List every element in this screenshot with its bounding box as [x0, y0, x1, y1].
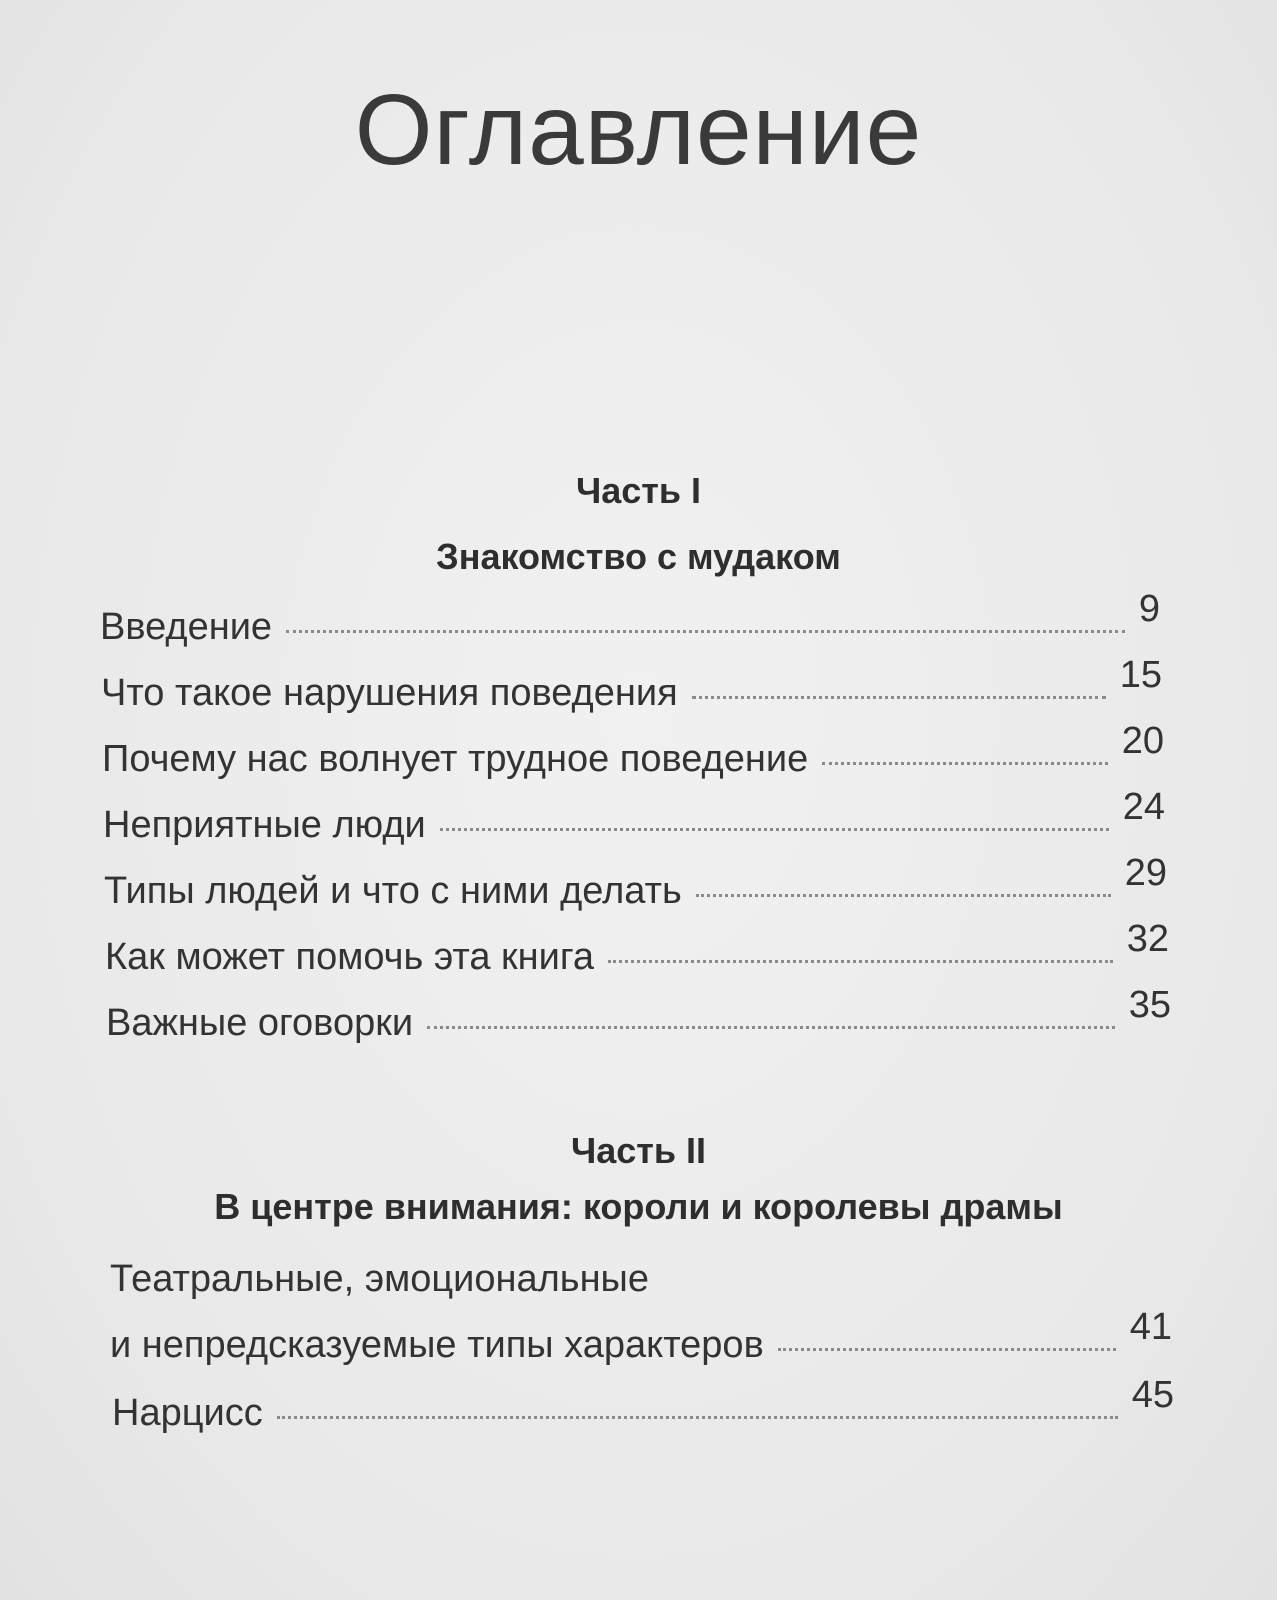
toc-entry-page: 35 [1128, 984, 1171, 1026]
toc-entry-label: Почему нас волнует трудное поведение [102, 738, 809, 780]
toc-entry[interactable] [112, 1374, 1174, 1435]
part-2-label: Часть II [570, 1130, 707, 1171]
toc-entry[interactable] [104, 852, 1167, 913]
toc-entry-label: Что такое нарушения поведения [101, 672, 678, 714]
toc-entry[interactable] [103, 786, 1165, 847]
leader-dots [692, 695, 1106, 699]
toc-entry[interactable] [101, 654, 1162, 715]
leader-dots [427, 1025, 1115, 1029]
toc-entry-page: 45 [1131, 1374, 1174, 1416]
toc-entry-page: 24 [1122, 786, 1165, 828]
toc-entry-page: 32 [1126, 918, 1169, 960]
toc-entry[interactable] [110, 1306, 1172, 1367]
part-1-title: Знакомство с мудаком [436, 536, 841, 577]
leader-dots [286, 629, 1125, 633]
toc-entry-page: 41 [1129, 1306, 1172, 1348]
leader-dots [778, 1347, 1116, 1351]
toc-entry-label: Как может помочь эта книга [105, 936, 595, 978]
leader-dots [822, 761, 1108, 765]
toc-entry-label: Неприятные люди [103, 804, 426, 846]
toc-entry-label: Нарцисс [112, 1392, 263, 1434]
part-1-label: Часть I [575, 470, 702, 511]
toc-entry-label: Введение [100, 606, 273, 648]
toc-entry-label: Важные оговорки [106, 1002, 414, 1044]
leader-dots [696, 893, 1111, 897]
toc-entry-label: и непредсказуемые типы характеров [110, 1324, 764, 1366]
toc-entry-page: 29 [1124, 852, 1167, 894]
toc-entry[interactable] [100, 588, 1160, 649]
toc-entry[interactable] [102, 720, 1164, 781]
toc-entry-page: 15 [1119, 654, 1162, 696]
toc-entry[interactable] [105, 918, 1169, 979]
leader-dots [277, 1415, 1118, 1419]
toc-entry-label-line1: Театральные, эмоциональные [110, 1258, 649, 1300]
page-title: Оглавление [354, 74, 923, 186]
toc-entry[interactable] [106, 984, 1171, 1045]
leader-dots [440, 827, 1109, 831]
toc-entry-page: 20 [1121, 720, 1164, 762]
part-2-title: В центре внимания: короли и королевы драмы [214, 1186, 1063, 1227]
toc-entry-label: Типы людей и что с ними делать [104, 870, 682, 912]
toc-entry-page: 9 [1138, 588, 1160, 630]
leader-dots [608, 959, 1113, 963]
